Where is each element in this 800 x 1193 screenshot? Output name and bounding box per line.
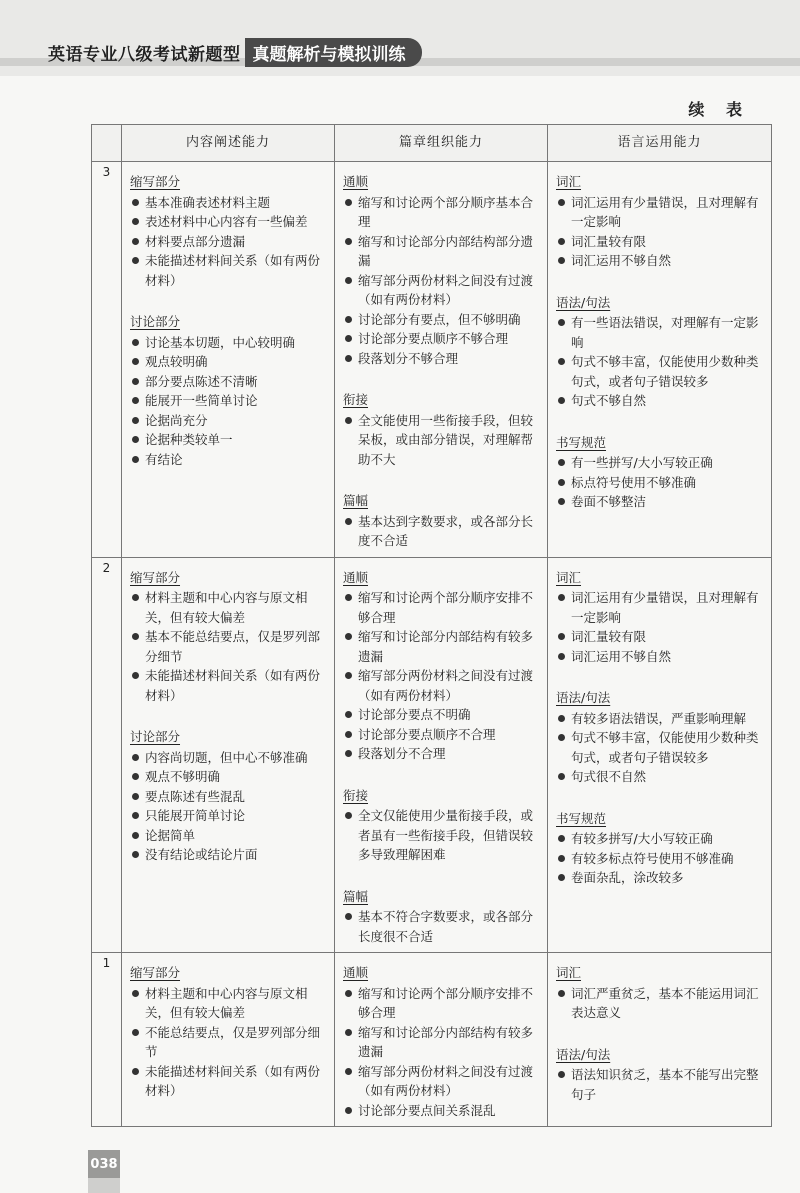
section-title: 语法/句法 [556, 1046, 611, 1062]
criteria-item: 段落划分不够合理 [343, 349, 539, 369]
criteria-item: 讨论基本切题，中心较明确 [130, 333, 326, 353]
criteria-item: 讨论部分要点顺序不够合理 [343, 329, 539, 349]
section-title: 讨论部分 [130, 729, 181, 744]
criteria-item: 句式不够丰富，仅能使用少数种类句式，或者句子错误较多 [556, 728, 763, 767]
criteria-item: 缩写和讨论两个部分顺序安排不够合理 [343, 588, 539, 627]
criteria-section [343, 491, 539, 551]
criteria-item: 句式不够丰富，仅能使用少数种类句式，或者句子错误较多 [556, 352, 763, 391]
criteria-item: 缩写部分两份材料之间没有过渡（如有两份材料） [343, 1062, 539, 1101]
criteria-item: 论据尚充分 [130, 411, 326, 431]
criteria-section [556, 963, 763, 1023]
criteria-item: 缩写部分两份材料之间没有过渡（如有两份材料） [343, 271, 539, 310]
table-body [92, 162, 772, 1127]
criteria-item: 缩写和讨论部分内部结构部分遗漏 [343, 232, 539, 271]
score-cell: 3 [92, 162, 122, 558]
content-cell [122, 953, 335, 1127]
criteria-section [130, 568, 326, 706]
column-header-score [92, 125, 122, 162]
criteria-item: 句式很不自然 [556, 767, 763, 787]
criteria-list [130, 984, 326, 1101]
criteria-section [130, 312, 326, 469]
criteria-item: 词汇量较有限 [556, 627, 763, 647]
criteria-list [556, 1065, 763, 1104]
criteria-item: 语法知识贫乏，基本不能写出完整句子 [556, 1065, 763, 1104]
section-title: 通顺 [343, 569, 369, 585]
criteria-item: 有一些语法错误，对理解有一定影响 [556, 313, 763, 352]
criteria-item: 基本不符合字数要求，或各部分长度很不合适 [343, 907, 539, 946]
criteria-section [130, 727, 326, 865]
section-title: 词汇 [556, 569, 582, 585]
criteria-section [556, 1045, 763, 1105]
content-cell [122, 162, 335, 558]
section-title: 语法/句法 [556, 690, 611, 705]
criteria-list [343, 588, 539, 764]
criteria-item: 材料主题和中心内容与原文相关，但有较大偏差 [130, 984, 326, 1023]
section-title: 篇幅 [343, 888, 369, 904]
criteria-item: 段落划分不合理 [343, 744, 539, 764]
column-header-content: 内容阐述能力 [122, 125, 335, 162]
criteria-item: 句式不够自然 [556, 391, 763, 411]
criteria-item: 内容尚切题，但中心不够准确 [130, 748, 326, 768]
column-header-organization: 篇章组织能力 [335, 125, 548, 162]
section-title: 衔接 [343, 392, 369, 407]
criteria-list [343, 411, 539, 470]
section-title: 缩写部分 [130, 965, 181, 980]
criteria-list [343, 512, 539, 551]
section-title: 缩写部分 [130, 569, 181, 585]
table-row [92, 162, 772, 558]
criteria-item: 基本不能总结要点，仅是罗列部分细节 [130, 627, 326, 666]
criteria-item: 有较多语法错误，严重影响理解 [556, 709, 763, 729]
criteria-list [556, 453, 763, 512]
criteria-list [556, 193, 763, 271]
criteria-item: 全文仅能使用少量衔接手段，或者虽有一些衔接手段，但错误较多导致理解困难 [343, 806, 539, 865]
criteria-section [130, 963, 326, 1101]
language-cell [548, 953, 772, 1127]
section-title: 词汇 [556, 174, 582, 189]
criteria-item: 词汇量较有限 [556, 232, 763, 252]
criteria-item: 讨论部分要点间关系混乱 [343, 1101, 539, 1121]
section-title: 词汇 [556, 965, 582, 980]
organization-cell [335, 162, 548, 558]
criteria-item: 词汇运用有少量错误，且对理解有一定影响 [556, 588, 763, 627]
criteria-section [343, 786, 539, 865]
criteria-list [343, 907, 539, 946]
criteria-list [556, 984, 763, 1023]
criteria-item: 缩写和讨论两个部分顺序安排不够合理 [343, 984, 539, 1023]
page-number-tab [88, 1178, 120, 1193]
criteria-item: 未能描述材料间关系（如有两份材料） [130, 666, 326, 705]
criteria-item: 讨论部分要点顺序不合理 [343, 725, 539, 745]
page-number: 038 [88, 1150, 120, 1178]
criteria-item: 不能总结要点，仅是罗列部分细节 [130, 1023, 326, 1062]
criteria-item: 缩写和讨论部分内部结构有较多遗漏 [343, 627, 539, 666]
criteria-item: 要点陈述有些混乱 [130, 787, 326, 807]
criteria-section [556, 688, 763, 787]
criteria-list [556, 709, 763, 787]
scoring-rubric-table [91, 124, 772, 1127]
criteria-item: 论据种类较单一 [130, 430, 326, 450]
criteria-item: 讨论部分要点不明确 [343, 705, 539, 725]
criteria-item: 讨论部分有要点，但不够明确 [343, 310, 539, 330]
criteria-item: 观点不够明确 [130, 767, 326, 787]
organization-cell [335, 557, 548, 953]
criteria-item: 缩写和讨论部分内部结构有较多遗漏 [343, 1023, 539, 1062]
section-title: 书写规范 [556, 434, 607, 450]
criteria-item: 只能展开简单讨论 [130, 806, 326, 826]
criteria-item: 材料要点部分遗漏 [130, 232, 326, 252]
criteria-section [343, 887, 539, 947]
table-header-row [92, 125, 772, 162]
criteria-item: 论据简单 [130, 826, 326, 846]
criteria-section [556, 172, 763, 271]
criteria-section [556, 433, 763, 512]
criteria-item: 没有结论或结论片面 [130, 845, 326, 865]
section-title: 语法/句法 [556, 294, 611, 310]
criteria-list [343, 193, 539, 369]
criteria-list [130, 193, 326, 291]
criteria-list [343, 984, 539, 1121]
continued-table-label: 续 表 [688, 100, 750, 119]
section-title: 缩写部分 [130, 174, 181, 189]
criteria-item: 有结论 [130, 450, 326, 470]
section-title: 通顺 [343, 965, 369, 980]
criteria-section [556, 568, 763, 667]
book-title: 英语专业八级考试新题型 [48, 44, 241, 65]
criteria-item: 观点较明确 [130, 352, 326, 372]
criteria-item: 未能描述材料间关系（如有两份材料） [130, 251, 326, 290]
criteria-section [343, 568, 539, 764]
content-cell [122, 557, 335, 953]
criteria-list [130, 588, 326, 705]
section-title: 篇幅 [343, 493, 369, 508]
section-title: 讨论部分 [130, 314, 181, 329]
criteria-item: 卷面杂乱，涂改较多 [556, 868, 763, 888]
criteria-item: 缩写和讨论两个部分顺序基本合理 [343, 193, 539, 232]
criteria-item: 有较多拼写/大小写较正确 [556, 829, 763, 849]
criteria-list [556, 313, 763, 411]
criteria-item: 词汇运用有少量错误，且对理解有一定影响 [556, 193, 763, 232]
column-header-language: 语言运用能力 [548, 125, 772, 162]
criteria-item: 词汇运用不够自然 [556, 251, 763, 271]
table-row [92, 953, 772, 1127]
language-cell [548, 557, 772, 953]
criteria-item: 缩写部分两份材料之间没有过渡（如有两份材料） [343, 666, 539, 705]
organization-cell [335, 953, 548, 1127]
criteria-section [130, 172, 326, 290]
criteria-section [556, 293, 763, 411]
criteria-item: 词汇严重贫乏，基本不能运用词汇表达意义 [556, 984, 763, 1023]
criteria-item: 全文能使用一些衔接手段，但较呆板，或由部分错误，对理解帮助不大 [343, 411, 539, 470]
criteria-item: 基本准确表述材料主题 [130, 193, 326, 213]
criteria-item: 未能描述材料间关系（如有两份材料） [130, 1062, 326, 1101]
section-title: 衔接 [343, 787, 369, 803]
section-title: 通顺 [343, 174, 369, 189]
criteria-item: 能展开一些简单讨论 [130, 391, 326, 411]
book-subtitle: 真题解析与模拟训练 [245, 38, 422, 67]
score-cell: 1 [92, 953, 122, 1127]
criteria-list [130, 748, 326, 865]
criteria-section [343, 963, 539, 1120]
criteria-item: 部分要点陈述不清晰 [130, 372, 326, 392]
criteria-item: 卷面不够整洁 [556, 492, 763, 512]
criteria-item: 词汇运用不够自然 [556, 647, 763, 667]
criteria-section [556, 809, 763, 888]
criteria-item: 有一些拼写/大小写较正确 [556, 453, 763, 473]
book-title-banner [48, 38, 422, 66]
language-cell [548, 162, 772, 558]
criteria-section [343, 172, 539, 368]
criteria-list [556, 829, 763, 888]
score-cell: 2 [92, 557, 122, 953]
criteria-list [343, 806, 539, 865]
table-row [92, 557, 772, 953]
criteria-item: 标点符号使用不够准确 [556, 473, 763, 493]
criteria-list [556, 588, 763, 666]
criteria-item: 基本达到字数要求，或各部分长度不合适 [343, 512, 539, 551]
criteria-section [343, 390, 539, 469]
criteria-list [130, 333, 326, 470]
criteria-item: 表述材料中心内容有一些偏差 [130, 212, 326, 232]
section-title: 书写规范 [556, 810, 607, 826]
criteria-item: 材料主题和中心内容与原文相关，但有较大偏差 [130, 588, 326, 627]
criteria-item: 有较多标点符号使用不够准确 [556, 849, 763, 869]
